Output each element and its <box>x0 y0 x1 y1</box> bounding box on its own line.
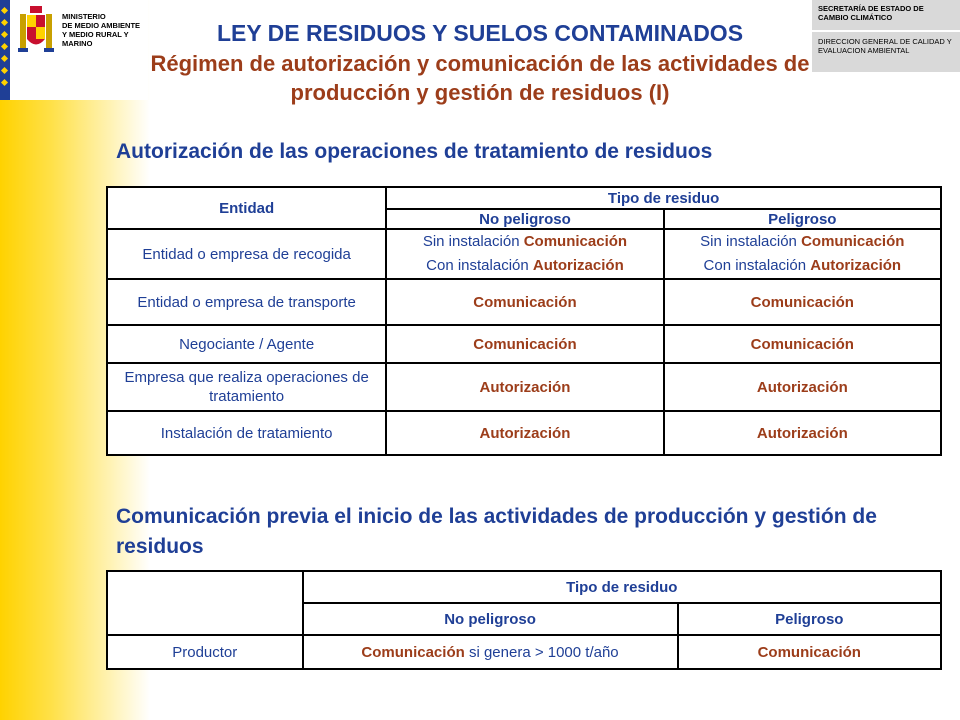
ministry-logo <box>0 0 148 100</box>
header-peligroso: Peligroso <box>664 209 941 229</box>
no-peligroso-cell: Autorización <box>386 411 663 455</box>
header-tipo-residuo: Tipo de residuo <box>386 187 941 209</box>
ministry-line: MINISTERIO <box>62 12 106 21</box>
entidad-cell: Entidad o empresa de recogida <box>107 229 386 279</box>
authorization-table <box>106 186 942 456</box>
no-peligroso-cell <box>303 635 678 669</box>
header-entidad: Entidad <box>107 187 386 229</box>
ministry-line: Y MEDIO RURAL Y MARINO <box>62 30 129 48</box>
entidad-cell: Negociante / Agente <box>107 325 386 363</box>
requirement-value: Autorización <box>532 257 624 274</box>
peligroso-cell <box>664 229 941 279</box>
requirement-value: Comunicación <box>361 643 465 661</box>
no-peligroso-cell: Comunicación <box>386 325 663 363</box>
peligroso-cell: Comunicación <box>678 635 941 669</box>
secretaria-label: SECRETARÍA DE ESTADO DE CAMBIO CLIMÁTICO <box>818 4 924 22</box>
entidad-cell: Empresa que realiza operaciones de tratamiento <box>107 363 386 411</box>
requirement-value: Comunicación <box>523 233 628 250</box>
table-row <box>107 279 941 325</box>
header-no-peligroso: No peligroso <box>386 209 663 229</box>
communication-table <box>106 570 942 670</box>
requirement-value: Comunicación <box>801 233 905 250</box>
table-row <box>107 229 941 279</box>
header-tipo-residuo: Tipo de residuo <box>303 571 941 603</box>
no-peligroso-cell: Autorización <box>386 363 663 411</box>
section2-heading: Comunicación previa el inicio de las actividades de producción y gestión de residuos <box>116 505 877 558</box>
peligroso-cell: Comunicación <box>664 279 941 325</box>
ministry-line: DE MEDIO AMBIENTE <box>62 21 141 30</box>
requirement-value: Autorización <box>810 257 902 274</box>
con-instalacion-label: Con instalación <box>426 257 529 274</box>
header-peligroso: Peligroso <box>678 603 941 635</box>
peligroso-cell: Autorización <box>664 411 941 455</box>
empty-header-cell <box>107 571 303 635</box>
table-row <box>107 635 941 669</box>
section1-heading: Autorización de las operaciones de tratamiento de residuos <box>116 140 713 163</box>
sin-instalacion-label: Sin instalación <box>422 233 520 250</box>
coat-of-arms-icon <box>16 6 56 60</box>
table-row <box>107 411 941 455</box>
divider <box>812 30 960 32</box>
page-subtitle: Régimen de autorización y comunicación de las actividades de producción y gestión de residuos (I) <box>150 51 810 105</box>
table-row <box>107 363 941 411</box>
ministry-name <box>62 12 148 48</box>
entidad-cell: Instalación de tratamiento <box>107 411 386 455</box>
sin-instalacion-label: Sin instalación <box>700 233 797 250</box>
eu-flag-strip <box>0 0 10 100</box>
table-row <box>107 325 941 363</box>
peligroso-cell: Autorización <box>664 363 941 411</box>
direccion-label: DIRECCION GENERAL DE CALIDAD Y EVALUACION AMBIENTAL <box>818 37 952 55</box>
no-peligroso-cell: Comunicación <box>386 279 663 325</box>
threshold-text: si genera > 1000 t/año <box>464 643 619 661</box>
productor-cell: Productor <box>107 635 303 669</box>
header-no-peligroso: No peligroso <box>303 603 678 635</box>
con-instalacion-label: Con instalación <box>703 257 807 274</box>
page-title: LEY DE RESIDUOS Y SUELOS CONTAMINADOS <box>216 20 744 46</box>
no-peligroso-cell <box>386 229 663 279</box>
peligroso-cell: Comunicación <box>664 325 941 363</box>
secretaria-box <box>812 0 960 72</box>
entidad-cell: Entidad o empresa de transporte <box>107 279 386 325</box>
